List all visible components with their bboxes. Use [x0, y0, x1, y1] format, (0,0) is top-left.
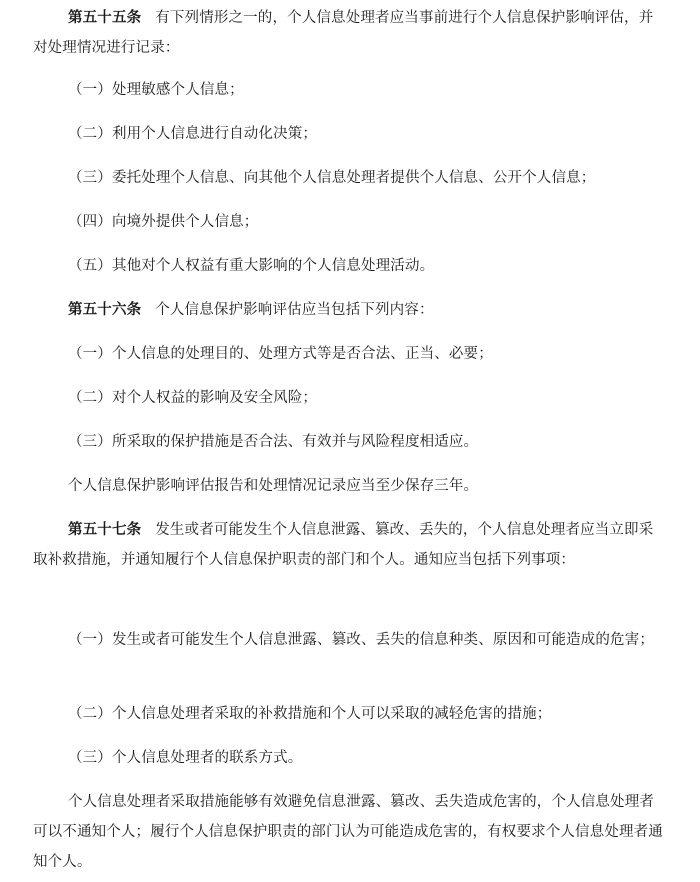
article-57-item-2: （二）个人信息处理者采取的补救措施和个人可以采取的减轻危害的措施；	[68, 706, 552, 722]
article-55-item-5: （五）其他对个人权益有重大影响的个人信息处理活动。	[68, 258, 435, 274]
article-56-closing: 个人信息保护影响评估报告和处理情况记录应当至少保存三年。	[68, 478, 479, 494]
article-55-item-1: （一）处理敏感个人信息；	[68, 82, 244, 98]
article-56-item-2: （二）对个人权益的影响及安全风险；	[68, 390, 318, 406]
article-56-intro-text: 个人信息保护影响评估应当包括下列内容：	[155, 302, 434, 318]
article-55-intro	[33, 3, 663, 63]
article-56-number: 第五十六条	[68, 302, 142, 318]
article-57-closing: 个人信息处理者采取措施能够有效避免信息泄露、篡改、丢失造成危害的，个人信息处理者可以不通知个人；履行个人信息保护职责的部门认为可能造成危害的，有权要求个人信息处理者通知个人。	[33, 794, 663, 870]
article-55-number: 第五十五条	[68, 10, 142, 26]
article-57-intro	[33, 515, 663, 575]
article-56-intro	[33, 295, 663, 325]
article-56-item-1: （一）个人信息的处理目的、处理方式等是否合法、正当、必要；	[68, 346, 493, 362]
article-56-item-3: （三）所采取的保护措施是否合法、有效并与风险程度相适应。	[68, 434, 479, 450]
article-55-item-2: （二）利用个人信息进行自动化决策；	[68, 126, 318, 142]
article-55-item-3: （三）委托处理个人信息、向其他个人信息处理者提供个人信息、公开个人信息；	[68, 170, 596, 186]
article-55-item-4: （四）向境外提供个人信息；	[68, 214, 259, 230]
article-57-item-3: （三）个人信息处理者的联系方式。	[68, 750, 303, 766]
article-57-intro-text: 发生或者可能发生个人信息泄露、篡改、丢失的，个人信息处理者应当立即采取补救措施，并通知履行个人信息保护职责的部门和个人。通知应当包括下列事项：	[33, 522, 654, 568]
article-55-intro-text: 有下列情形之一的，个人信息处理者应当事前进行个人信息保护影响评估，并对处理情况进行记录：	[33, 10, 654, 56]
article-57-number: 第五十七条	[68, 522, 142, 538]
article-57-item-1: （一）发生或者可能发生个人信息泄露、篡改、丢失的信息种类、原因和可能造成的危害；	[68, 632, 654, 648]
